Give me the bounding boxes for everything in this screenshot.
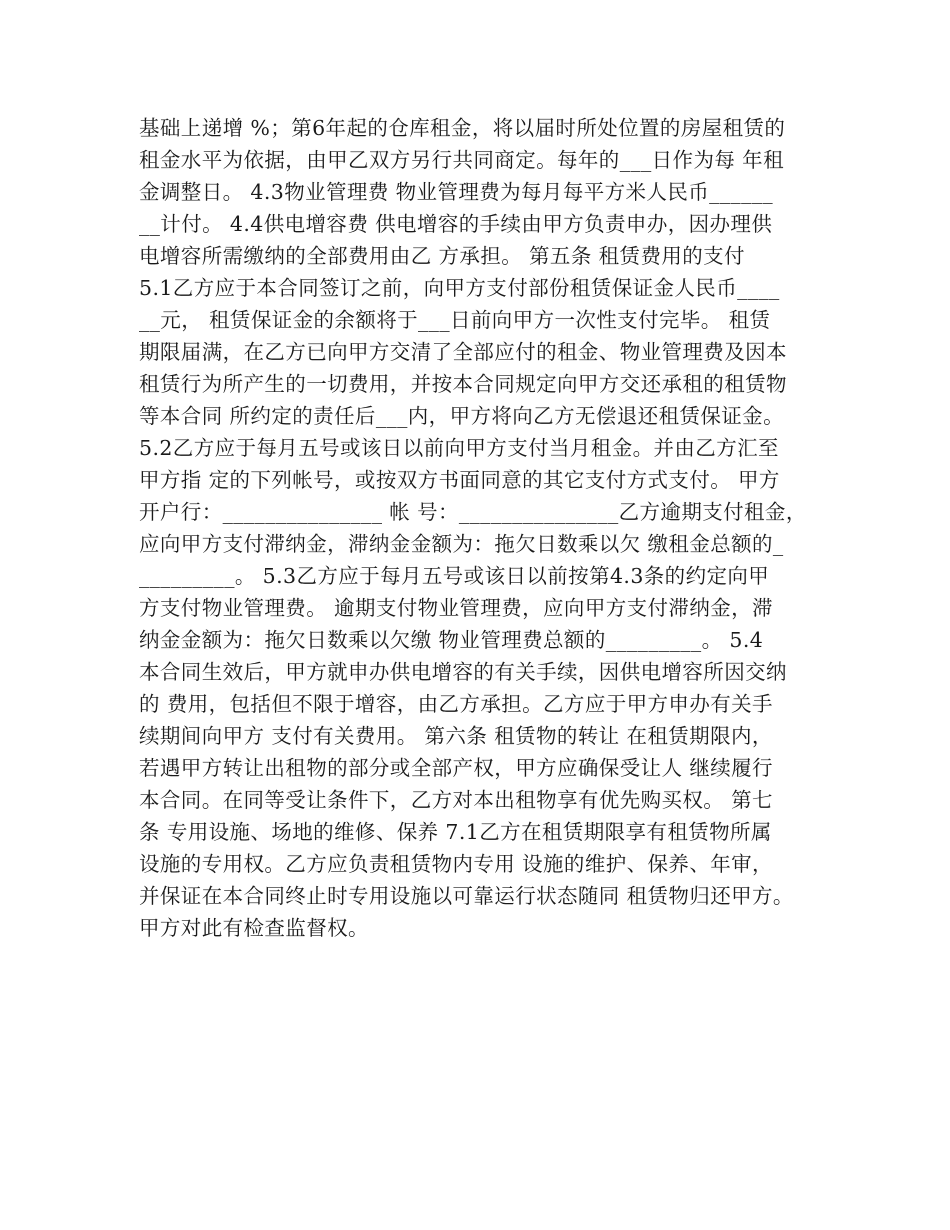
text-line-25: 并保证在本合同终止时专用设施以可靠运行状态随同 租赁物归还甲方。 [139, 884, 794, 908]
text-line-16: 方支付物业管理费。 逾期支付物业管理费，应向甲方支付滞纳金，滞 [139, 596, 773, 620]
text-line-9: 租赁行为所产生的一切费用，并按本合同规定向甲方交还承租的租赁物 [139, 372, 787, 396]
contract-body-text [139, 112, 839, 944]
text-line-12: 甲方指 定的下列帐号，或按双方书面同意的其它支付方式支付。 甲方 [139, 468, 780, 492]
text-line-22: 本合同。在同等受让条件下，乙方对本出租物享有优先购买权。 第七 [139, 788, 773, 812]
text-line-6: 5.1乙方应于本合同签订之前，向甲方支付部份租赁保证金人民币____ [139, 276, 780, 300]
text-line-15: _________。 5.3乙方应于每月五号或该日以前按第4.3条的约定向甲 [139, 564, 770, 588]
text-line-11: 5.2乙方应于每月五号或该日以前向甲方支付当月租金。并由乙方汇至 [139, 436, 779, 460]
text-line-7: __元， 租赁保证金的余额将于___日前向甲方一次性支付完毕。 租赁 [139, 308, 771, 332]
text-line-20: 续期间向甲方 支付有关费用。 第六条 租赁物的转让 在租赁期限内， [139, 724, 773, 748]
text-line-13: 开户行：_______________ 帐 号：_______________乙方逾期支付租金， [139, 500, 807, 524]
text-line-4: __计付。 4.4供电增容费 供电增容的手续由甲方负责申办，因办理供 [139, 212, 773, 236]
text-line-8: 期限届满，在乙方已向甲方交清了全部应付的租金、物业管理费及因本 [139, 340, 787, 364]
text-line-5: 电增容所需缴纳的全部费用由乙 方承担。 第五条 租赁费用的支付 [139, 244, 745, 268]
text-line-17: 纳金金额为：拖欠日数乘以欠缴 物业管理费总额的_________。 5.4 [139, 628, 764, 652]
text-line-23: 条 专用设施、场地的维修、保养 7.1乙方在租赁期限享有租赁物所属 [139, 820, 772, 844]
text-line-24: 设施的专用权。乙方应负责租赁物内专用 设施的维护、保养、年审， [139, 852, 773, 876]
text-line-3: 金调整日。 4.3物业管理费 物业管理费为每月每平方米人民币______ [139, 180, 774, 204]
text-line-14: 应向甲方支付滞纳金，滞纳金金额为：拖欠日数乘以欠 缴租金总额的_ [139, 532, 784, 556]
text-line-1: 基础上递增 %；第6年起的仓库租金，将以届时所处位置的房屋租赁的 [139, 116, 786, 140]
text-line-19: 的 费用，包括但不限于增容，由乙方承担。乙方应于甲方申办有关手 [139, 692, 773, 716]
text-line-10: 等本合同 所约定的责任后___内，甲方将向乙方无偿退还租赁保证金。 [139, 404, 784, 428]
text-line-2: 租金水平为依据，由甲乙双方另行共同商定。每年的___日作为每 年租 [139, 148, 784, 172]
text-line-21: 若遇甲方转让出租物的部分或全部产权，甲方应确保受让人 继续履行 [139, 756, 773, 780]
text-line-18: 本合同生效后，甲方就申办供电增容的有关手续，因供电增容所因交纳 [139, 660, 787, 684]
text-line-26: 甲方对此有检查监督权。 [139, 916, 369, 940]
